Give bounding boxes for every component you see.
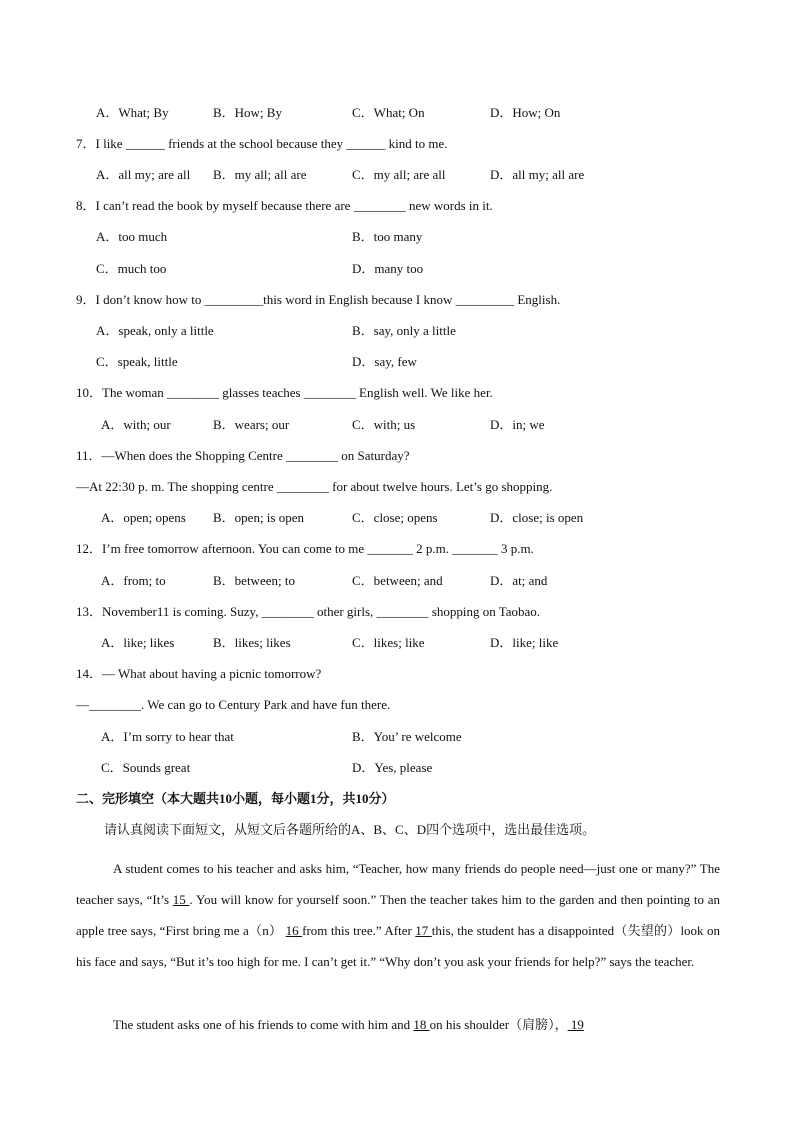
q10-option-a: A．with; our [101, 417, 171, 432]
q14-stem: 14．— What about having a picnic tomorrow? [76, 666, 322, 681]
q7-option-c: C．my all; are all [352, 167, 446, 182]
q6-option-d: D．How; On [490, 105, 561, 120]
q13-option-d: D．like; like [490, 635, 559, 650]
q12-stem: 12．I’m free tomorrow afternoon. You can come to me _______ 2 p.m. _______ 3 p.m. [76, 541, 534, 556]
q9-option-d: D．say, few [352, 354, 417, 369]
blank-19: 19 [567, 1017, 584, 1032]
section-heading: 二、完形填空（本大题共10小题，每小题1分，共10分） [76, 791, 395, 806]
q7-option-b: B．my all; all are [213, 167, 307, 182]
q7-stem: 7．I like ______ friends at the school because they ______ kind to me. [76, 136, 448, 151]
q8-stem: 8．I can’t read the book by myself because there are ________ new words in it. [76, 198, 493, 213]
q10-stem: 10．The woman ________ glasses teaches ________ English well. We like her. [76, 385, 493, 400]
q10-option-d: D．in; we [490, 417, 545, 432]
q12-option-a: A．from; to [101, 573, 166, 588]
section-instruction: 请认真阅读下面短文，从短文后各题所给的A、B、C、D四个选项中，选出最佳选项。 [104, 822, 596, 837]
q10-option-b: B．wears; our [213, 417, 290, 432]
passage-text: The student asks one of his friends to come with him and [113, 1017, 414, 1032]
q14-option-c: C．Sounds great [101, 760, 191, 775]
q7-option-d: D．all my; all are [490, 167, 585, 182]
q11-option-d: D．close; is open [490, 510, 584, 525]
q9-option-c: C．speak, little [96, 354, 178, 369]
q10-option-c: C．with; us [352, 417, 416, 432]
q12-option-d: D．at; and [490, 573, 548, 588]
q14-option-b: B．You’ re welcome [352, 729, 462, 744]
passage-paragraph-2 [76, 1009, 720, 1040]
blank-17: 17 [415, 923, 432, 938]
q9-option-b: B．say, only a little [352, 323, 456, 338]
q9-option-a: A．speak, only a little [96, 323, 214, 338]
passage-paragraph-1 [76, 853, 720, 977]
q6-option-c: C．What; On [352, 105, 425, 120]
q6-option-b: B．How; By [213, 105, 282, 120]
passage-text: on his shoulder（肩膀）， [429, 1017, 568, 1032]
q13-option-a: A．like; likes [101, 635, 175, 650]
blank-15: 15 [172, 892, 190, 907]
q12-option-b: B．between; to [213, 573, 295, 588]
passage-text: A student comes to his teacher and asks him, “Teacher, how many friends do people need—just one or many?” The teacher says, “It’s [76, 861, 720, 907]
q13-option-c: C．likes; like [352, 635, 425, 650]
passage-text: this, the student has a disappointed（失望的）look on his face and says, “But it’s too high for me. I can’t get it.” “Why don’t you ask your friends for help?” says the teacher. [76, 923, 721, 969]
q13-option-b: B．likes; likes [213, 635, 291, 650]
q7-option-a: A．all my; are all [96, 167, 191, 182]
passage-text: from this tree.” After [302, 923, 416, 938]
passage-text: . You will know for yourself soon.” Then the teacher takes him to the garden and then pointing to an apple tree says, “First bring me a（n） [76, 892, 721, 938]
q9-stem: 9．I don’t know how to _________this word in English because I know _________ English. [76, 292, 561, 307]
q14-option-a: A．I’m sorry to hear that [101, 729, 234, 744]
blank-16: 16 [285, 923, 303, 938]
q12-option-c: C．between; and [352, 573, 443, 588]
q8-option-d: D．many too [352, 261, 424, 276]
q8-option-c: C．much too [96, 261, 167, 276]
q11-option-c: C．close; opens [352, 510, 438, 525]
q8-option-a: A．too much [96, 229, 168, 244]
q11-stem: 11．—When does the Shopping Centre ________ on Saturday? [76, 448, 410, 463]
q8-option-b: B．too many [352, 229, 423, 244]
q14-option-d: D．Yes, please [352, 760, 433, 775]
q11-stem-reply: —At 22:30 p. m. The shopping centre ________ for about twelve hours. Let’s go shopping. [76, 479, 553, 494]
q13-stem: 13．November11 is coming. Suzy, ________ other girls, ________ shopping on Taobao. [76, 604, 541, 619]
q11-option-a: A．open; opens [101, 510, 186, 525]
q14-stem-reply: —________. We can go to Century Park and have fun there. [76, 697, 391, 712]
q6-option-a: A．What; By [96, 105, 169, 120]
blank-18: 18 [413, 1017, 430, 1032]
q11-option-b: B．open; is open [213, 510, 304, 525]
